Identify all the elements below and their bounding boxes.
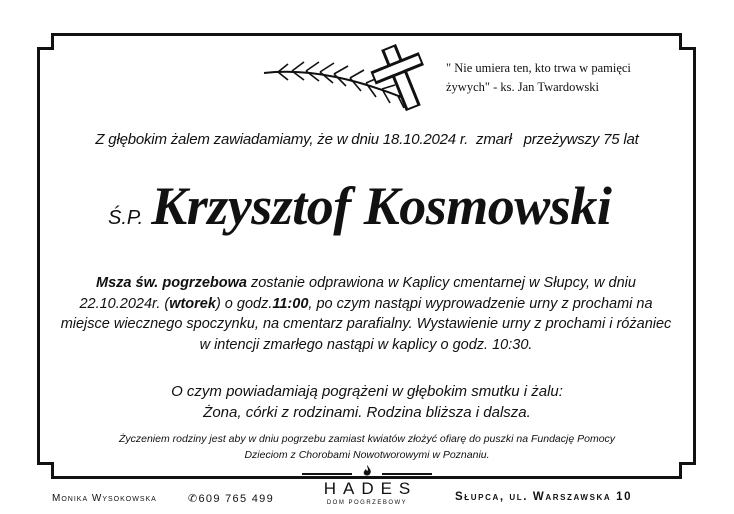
logo-bar: [382, 473, 432, 475]
quote: [446, 59, 676, 97]
frame-corner: [679, 33, 696, 50]
cross-with-palm-branch-icon: [258, 40, 438, 116]
logo-bar: [302, 473, 352, 475]
contact-phone: ✆609 765 499: [188, 493, 274, 505]
ceremony-intro: Msza św. pogrzebowa: [96, 275, 247, 291]
sp-prefix: Ś.P.: [108, 207, 144, 229]
flame-icon: [359, 464, 375, 478]
ceremony-text: zostanie odprawiona w Kaplicy cmentarnej w Słupcy, w dniu 22.10.2024r. (: [79, 275, 636, 312]
mourners: [0, 381, 734, 423]
quote-line: żywych" - ks. Jan Twardowski: [446, 80, 599, 94]
frame-corner: [679, 462, 696, 479]
ceremony-weekday: wtorek: [169, 295, 216, 312]
wish-line: Życzeniem rodziny jest aby w dniu pogrzebu zamiast kwiatów złożyć ofiarę do puszki na Fundację Pomocy: [118, 433, 616, 445]
footer: [0, 479, 734, 514]
ceremony-paragraph: [60, 273, 672, 355]
ceremony-text: , po czym nastąpi wyprowadzenie urny z prochami na miejsce wiecznego spoczynku, na cmentarz parafialny. Wystawienie urny z prochami i różaniec w intencji zmarłego nastąpi w kaplicy o godz. 10:30.: [60, 295, 672, 353]
announcement-r: r.: [455, 131, 473, 148]
announcement-lived: przeżywszy: [515, 131, 604, 148]
wish-line: Dzieciom z Chorobami Nowotworowymi w Poznaniu.: [244, 449, 490, 461]
age: 75 lat: [603, 131, 639, 148]
mourners-line: Żona, córki z rodzinami. Rodzina bliższa i dalsza.: [203, 404, 531, 421]
ceremony-text: ) o godz.: [215, 295, 273, 312]
announcement-prefix: Z głębokim żalem zawiadamiamy, że w dniu: [95, 131, 383, 148]
announcement: [0, 131, 734, 148]
contact-name: Monika Wysokowska: [52, 493, 157, 504]
ceremony-time: 11:00: [272, 295, 309, 312]
logo-subtitle: DOM POGRZEBOWY: [326, 500, 408, 506]
frame-corner: [37, 462, 54, 479]
quote-line: " Nie umiera ten, kto trwa w pamięci: [446, 61, 631, 75]
mourners-line: O czym powiadamiają pogrążeni w głębokim smutku i żalu:: [171, 383, 563, 400]
deceased-heading: [108, 175, 668, 245]
logo-name: HADES: [323, 479, 418, 498]
hades-logo: [302, 464, 432, 514]
death-date: 18.10.2024: [382, 131, 456, 148]
family-wish: [60, 431, 674, 463]
address: Słupca, ul. Warszawska 10: [455, 491, 633, 503]
deceased-name: Krzysztof Kosmowski: [151, 176, 612, 236]
announcement-died: zmarł: [472, 131, 516, 148]
frame-corner: [37, 33, 54, 50]
